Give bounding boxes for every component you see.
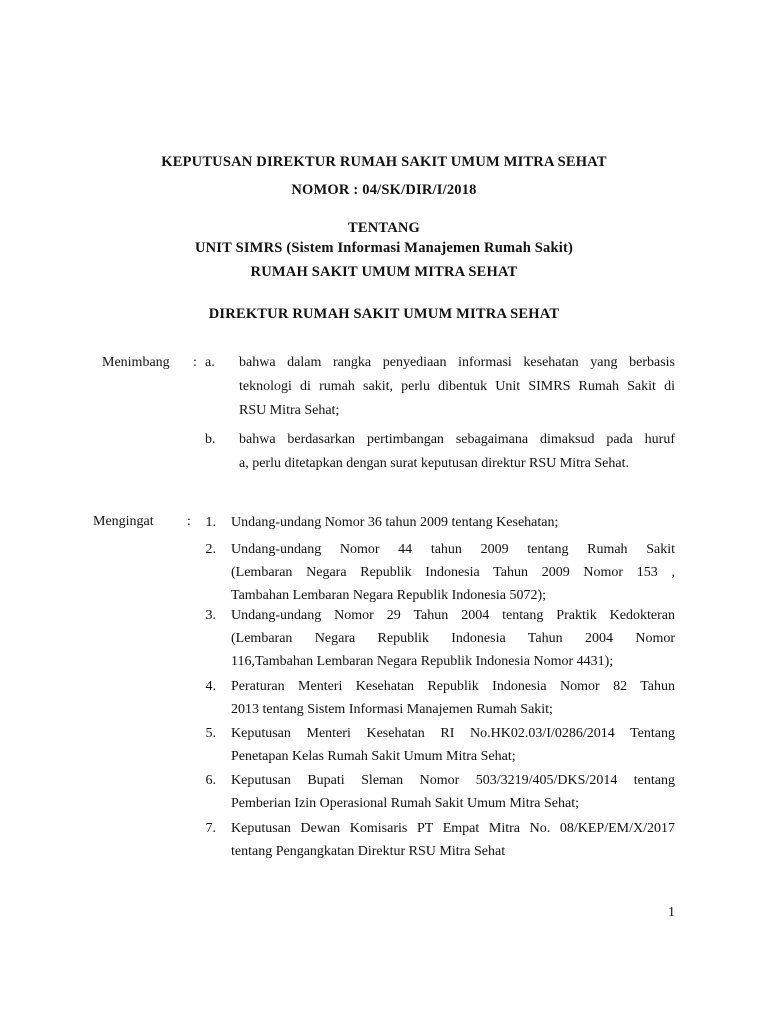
text-line: Peraturan Menteri Kesehatan Republik Indonesia Nomor 82 Tahun: [231, 679, 675, 694]
decree-number: NOMOR : 04/SK/DIR/I/2018: [291, 182, 477, 198]
text-line: teknologi di rumah sakit, perlu dibentuk Unit SIMRS Rumah Sakit di: [239, 379, 675, 394]
text-line: tentang Pengangkatan Direktur RSU Mitra Sehat: [231, 844, 506, 859]
about-heading: TENTANG: [347, 220, 421, 236]
text-line: Keputusan Menteri Kesehatan RI No.HK02.03/I/0286/2014 Tentang: [231, 726, 675, 741]
text-line: Undang-undang Nomor 36 tahun 2009 tentang Kesehatan;: [231, 515, 559, 530]
text-line: RSU Mitra Sehat;: [239, 403, 340, 418]
mengingat-colon: :: [187, 514, 191, 529]
menimbang-item-a: [239, 351, 675, 423]
text-line: 2013 tentang Sistem Informasi Manajemen Rumah Sakit;: [231, 702, 553, 717]
mengingat-marker-5: 5.: [205, 726, 216, 741]
mengingat-marker-6: 6.: [205, 773, 216, 788]
mengingat-item-6: [231, 769, 675, 815]
text-line: Keputusan Bupati Sleman Nomor 503/3219/405/DKS/2014 tentang: [231, 773, 675, 788]
text-line: (Lembaran Negara Republik Indonesia Tahun 2004 Nomor: [231, 631, 675, 646]
mengingat-item-7: [231, 817, 675, 863]
mengingat-item-2: [231, 538, 675, 607]
mengingat-marker-1: 1.: [205, 515, 216, 530]
text-line: 116,Tambahan Lembaran Negara Republik Indonesia Nomor 4431);: [231, 654, 614, 669]
hospital-name: RUMAH SAKIT UMUM MITRA SEHAT: [250, 264, 518, 280]
text-line: Tambahan Lembaran Negara Republik Indonesia 5072);: [231, 588, 547, 603]
text-line: (Lembaran Negara Republik Indonesia Tahun 2009 Nomor 153 ,: [231, 565, 675, 580]
director-heading: DIREKTUR RUMAH SAKIT UMUM MITRA SEHAT: [208, 306, 560, 322]
menimbang-marker-a: a.: [205, 355, 215, 370]
menimbang-item-b: [239, 428, 675, 476]
mengingat-item-3: [231, 604, 675, 673]
text-line: Penetapan Kelas Rumah Sakit Umum Mitra Sehat;: [231, 749, 516, 764]
mengingat-marker-2: 2.: [205, 542, 216, 557]
text-line: Undang-undang Nomor 29 Tahun 2004 tentang Praktik Kedokteran: [231, 608, 675, 623]
mengingat-item-4: [231, 675, 675, 721]
mengingat-marker-4: 4.: [205, 679, 216, 694]
decree-subject: UNIT SIMRS (Sistem Informasi Manajemen Rumah Sakit): [194, 240, 574, 256]
text-line: Keputusan Dewan Komisaris PT Empat Mitra No. 08/KEP/EM/X/2017: [231, 821, 675, 836]
text-line: bahwa berdasarkan pertimbangan sebagaimana dimaksud pada huruf: [239, 432, 675, 447]
text-line: bahwa dalam rangka penyediaan informasi kesehatan yang berbasis: [239, 355, 675, 370]
mengingat-item-1: [231, 511, 675, 534]
menimbang-label: Menimbang: [102, 355, 170, 370]
mengingat-item-5: [231, 722, 675, 768]
mengingat-marker-7: 7.: [205, 821, 216, 836]
text-line: Pemberian Izin Operasional Rumah Sakit Umum Mitra Sehat;: [231, 796, 579, 811]
menimbang-colon: :: [193, 355, 197, 370]
text-line: a, perlu ditetapkan dengan surat keputusan direktur RSU Mitra Sehat.: [239, 456, 629, 471]
page-number: 1: [668, 905, 675, 920]
mengingat-label: Mengingat: [93, 514, 154, 529]
menimbang-marker-b: b.: [205, 432, 216, 447]
decree-title: KEPUTUSAN DIREKTUR RUMAH SAKIT UMUM MITRA SEHAT: [161, 154, 607, 170]
text-line: Undang-undang Nomor 44 tahun 2009 tentang Rumah Sakit: [231, 542, 675, 557]
mengingat-marker-3: 3.: [205, 608, 216, 623]
